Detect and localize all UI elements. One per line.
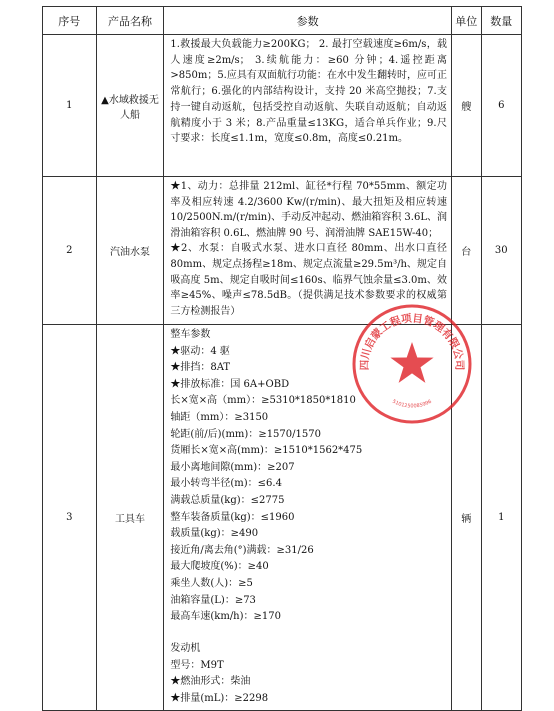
quantity-cell: 6 xyxy=(481,35,522,177)
param-line: 型号：M9T xyxy=(170,659,224,671)
serial-cell: 3 xyxy=(43,325,97,711)
param-line: ★排量(mL)：≥2298 xyxy=(170,693,269,705)
product-name-cell: 汽油水泵 xyxy=(96,177,164,325)
param-line: 最大爬坡度(%)：≥40 xyxy=(170,561,269,573)
unit-cell: 辆 xyxy=(451,325,481,711)
product-name-cell: 工具车 xyxy=(96,325,164,711)
seal-star-icon xyxy=(390,342,433,383)
header-serial: 序号 xyxy=(43,7,97,35)
seal-name-text: 四川启蒙工程项目管理有限公司 xyxy=(358,312,466,371)
header-unit: 单位 xyxy=(451,7,481,35)
param-line: 乘坐人数(人)：≥5 xyxy=(170,577,253,589)
quantity-cell: 1 xyxy=(481,325,522,711)
param-line: ★2、水泵：自吸式水泵、进水口直径 80mm、出水口直径 80mm、规定点扬程≥18m、规定点流量≥29.5m³/h、规定自吸高度 5m、规定自吸时间≤160s、临界气蚀余量≤3.0m、效率≥45%、噪声≤78.5dB。（提供满足技术参数要求的权威第三方检测报告） xyxy=(170,243,447,317)
param-line: 最小转弯半径(m)：≤6.4 xyxy=(170,478,282,490)
unit-cell: 艘 xyxy=(451,35,481,177)
seal-graphic xyxy=(354,306,470,422)
param-spacer xyxy=(170,626,447,642)
param-line: ★燃油形式：柴油 xyxy=(170,676,251,688)
param-line: 轮距(前/后)(mm)：≥1570/1570 xyxy=(170,428,321,440)
quantity-cell: 30 xyxy=(481,177,522,325)
param-line: ★1、动力：总排量 212ml、缸径*行程 70*55mm、额定功率及相应转速 4.2/3600 Kw/(r/min)、最大扭矩及相应转速 10/2500N.m/(r/min)、手动反冲起动、燃油箱容积 3.6L、润滑油箱容积 0.6L、燃油牌 90 号、润滑油牌 SAE15W-40； xyxy=(170,181,447,239)
param-line: 油箱容量(L)：≥73 xyxy=(170,594,256,606)
params-cell xyxy=(164,35,452,177)
param-line: ★排挡：8AT xyxy=(170,362,231,374)
serial-cell: 1 xyxy=(43,35,97,177)
param-line: 最高车速(km/h)：≥170 xyxy=(170,611,281,623)
product-name-cell: ▲水域救援无人船 xyxy=(96,35,164,177)
param-line: ★驱动：4 驱 xyxy=(170,345,230,357)
param-line: 1.救援最大负载能力≥200KG； 2. 最打空载速度≥6m/s，载人速度≥2m/s； 3.续航能力：≥60 分钟；4.遥控距离>850m；5.应具有双面航行功能：在水中发生翻转时，应可正常航行；6.强化的内部结构设计，支持 20 米高空抛投；7.支持一键自动返航，包括受控自动返航、失联自动返航；自动返航精度小于 3 米；8.产品重量≤13KG，适合单兵作业；9.尺寸要求：长度≤1.1m，宽度≤0.8m，高度≤0.21m。 xyxy=(170,39,447,145)
company-seal xyxy=(350,302,474,426)
param-line: 接近角/离去角(°)满载：≥31/26 xyxy=(170,544,314,556)
header-quantity: 数量 xyxy=(481,7,522,35)
table-header-row xyxy=(43,7,522,35)
param-line: ★排放标准：国 6A+OBD xyxy=(170,378,290,390)
serial-cell: 2 xyxy=(43,177,97,325)
param-line: 载质量(kg)：≥490 xyxy=(170,528,259,540)
param-line: 最小离地间隙(mm)：≥207 xyxy=(170,461,295,473)
param-line: 货厢长×宽×高(mm)：≥1510*1562*475 xyxy=(170,445,363,457)
param-line: 整车装备质量(kg)：≤1960 xyxy=(170,511,295,523)
param-line: 发动机 xyxy=(170,643,201,655)
seal-number-text: 5101250085996 xyxy=(391,398,433,410)
header-product-name: 产品名称 xyxy=(96,7,164,35)
param-line: 整车参数 xyxy=(170,329,211,340)
header-params: 参数 xyxy=(164,7,452,35)
param-line: 长×宽×高（mm）：≥5310*1850*1810 xyxy=(170,395,356,407)
param-line: 满载总质量(kg)：≤2775 xyxy=(170,494,285,506)
table-row xyxy=(43,35,522,177)
param-line: 轴距（mm）：≥3150 xyxy=(170,411,269,423)
unit-cell: 台 xyxy=(451,177,481,325)
